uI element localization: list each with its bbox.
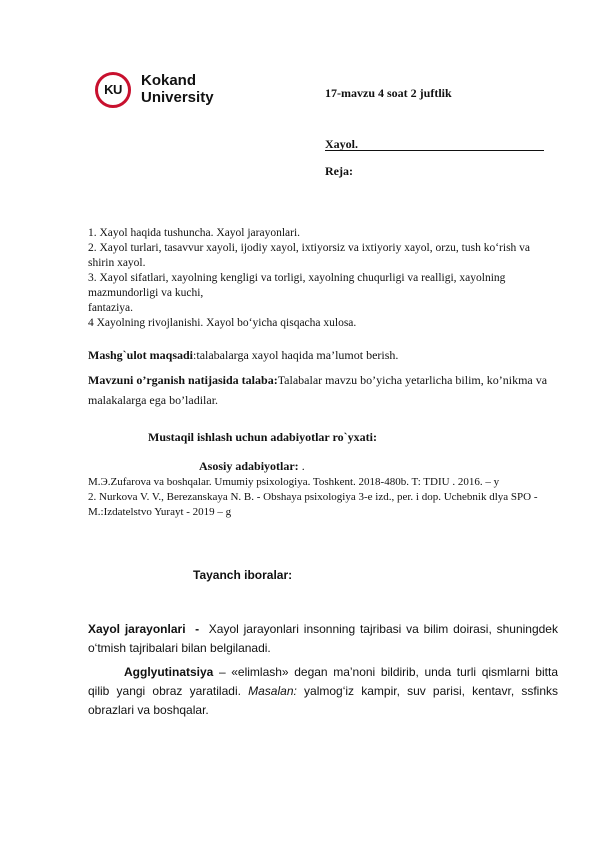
main-literature-dot: . [298,459,305,473]
lesson-goal [88,345,558,365]
logo-line-2: University [141,89,214,106]
definition-text: Xayol jarayonlari insonning tajribasi va bilim doirasi, shuningdek o‘tmish tajribalari bilan belgilanadi. [88,622,558,655]
plan-item: 1. Xayol haqida tushuncha. Xayol jarayonlari. [88,227,301,239]
literature-list [88,475,558,520]
logo-ring-icon [95,72,131,108]
title-underline [325,150,544,151]
logo-wordmark [141,72,214,106]
example-label: Masalan: [248,684,297,698]
definition-separator: - [185,622,209,636]
page-title: Xayol. [325,137,358,151]
definition-agglutination [88,663,558,720]
definition-term: Xayol jarayonlari [88,622,186,636]
goal-label: Mashg`ulot maqsadi [88,348,194,362]
self-study-heading: Mustaqil ishlash uchun adabiyotlar ro`yxati: [148,430,377,444]
keywords-heading: Tayanch iboralar: [193,568,293,582]
logo-line-1: Kokand [141,72,197,89]
plan-label: Reja: [325,164,353,178]
definition-text: – «elimlash» degan ma’noni bildirib, unda turli qismlarni bitta qilib yangi obraz yaratiladi. [88,665,558,698]
plan-item: fantaziya. [88,302,134,314]
literature-item: М.Э.Zufarova va boshqalar. Umumiy psixologiya. Toshkent. 2018-480b. T: TDIU . 2016. – y [88,476,500,488]
definition-imagination-processes [88,620,558,658]
example-text: yalmog‘iz kampir, suv parisi, kentavr, ssfinks obrazlari va boshqalar. [88,684,559,717]
outcome-text: Talabalar mavzu bo’yicha yetarlicha bilim, ko’nikma va malakalarga ega bo’ladilar. [88,373,548,407]
plan-item: 2. Xayol turlari, tasavvur xayoli, ijodiy xayol, ixtiyorsiz va ixtiyoriy xayol, orzu, tush ko‘rish va shirin xayol. [88,242,531,269]
plan-item: 4 Xayolning rivojlanishi. Xayol bo‘yicha qisqacha xulosa. [88,317,357,329]
goal-text: :talabalarga xayol haqida ma’lumot berish. [193,348,399,362]
topic-heading: 17-mavzu 4 soat 2 juftlik [325,86,452,100]
outcome-label: Mavzuni o’rganish natijasida talaba: [88,373,278,387]
plan-list [88,226,558,331]
definition-term: Agglyutinatsiya [124,665,214,679]
logo-mark: KU [104,82,122,97]
main-literature-heading: Asosiy adabiyotlar: [199,459,299,473]
literature-item: 2. Nurkova V. V., Berezanskaya N. B. - Obshaya psixologiya 3-e izd., per. i dop. Uchebnik dlya SPO - M.:Izdatelstvo Yurayt - 2019 – g [88,491,538,518]
learning-outcome [88,370,558,410]
plan-item: 3. Xayol sifatlari, xayolning kengligi va torligi, xayolning chuqurligi va realligi, xayolning mazmundorligi va kuchi, [88,272,506,299]
main-literature-heading-row [199,459,305,474]
university-logo [95,70,245,110]
